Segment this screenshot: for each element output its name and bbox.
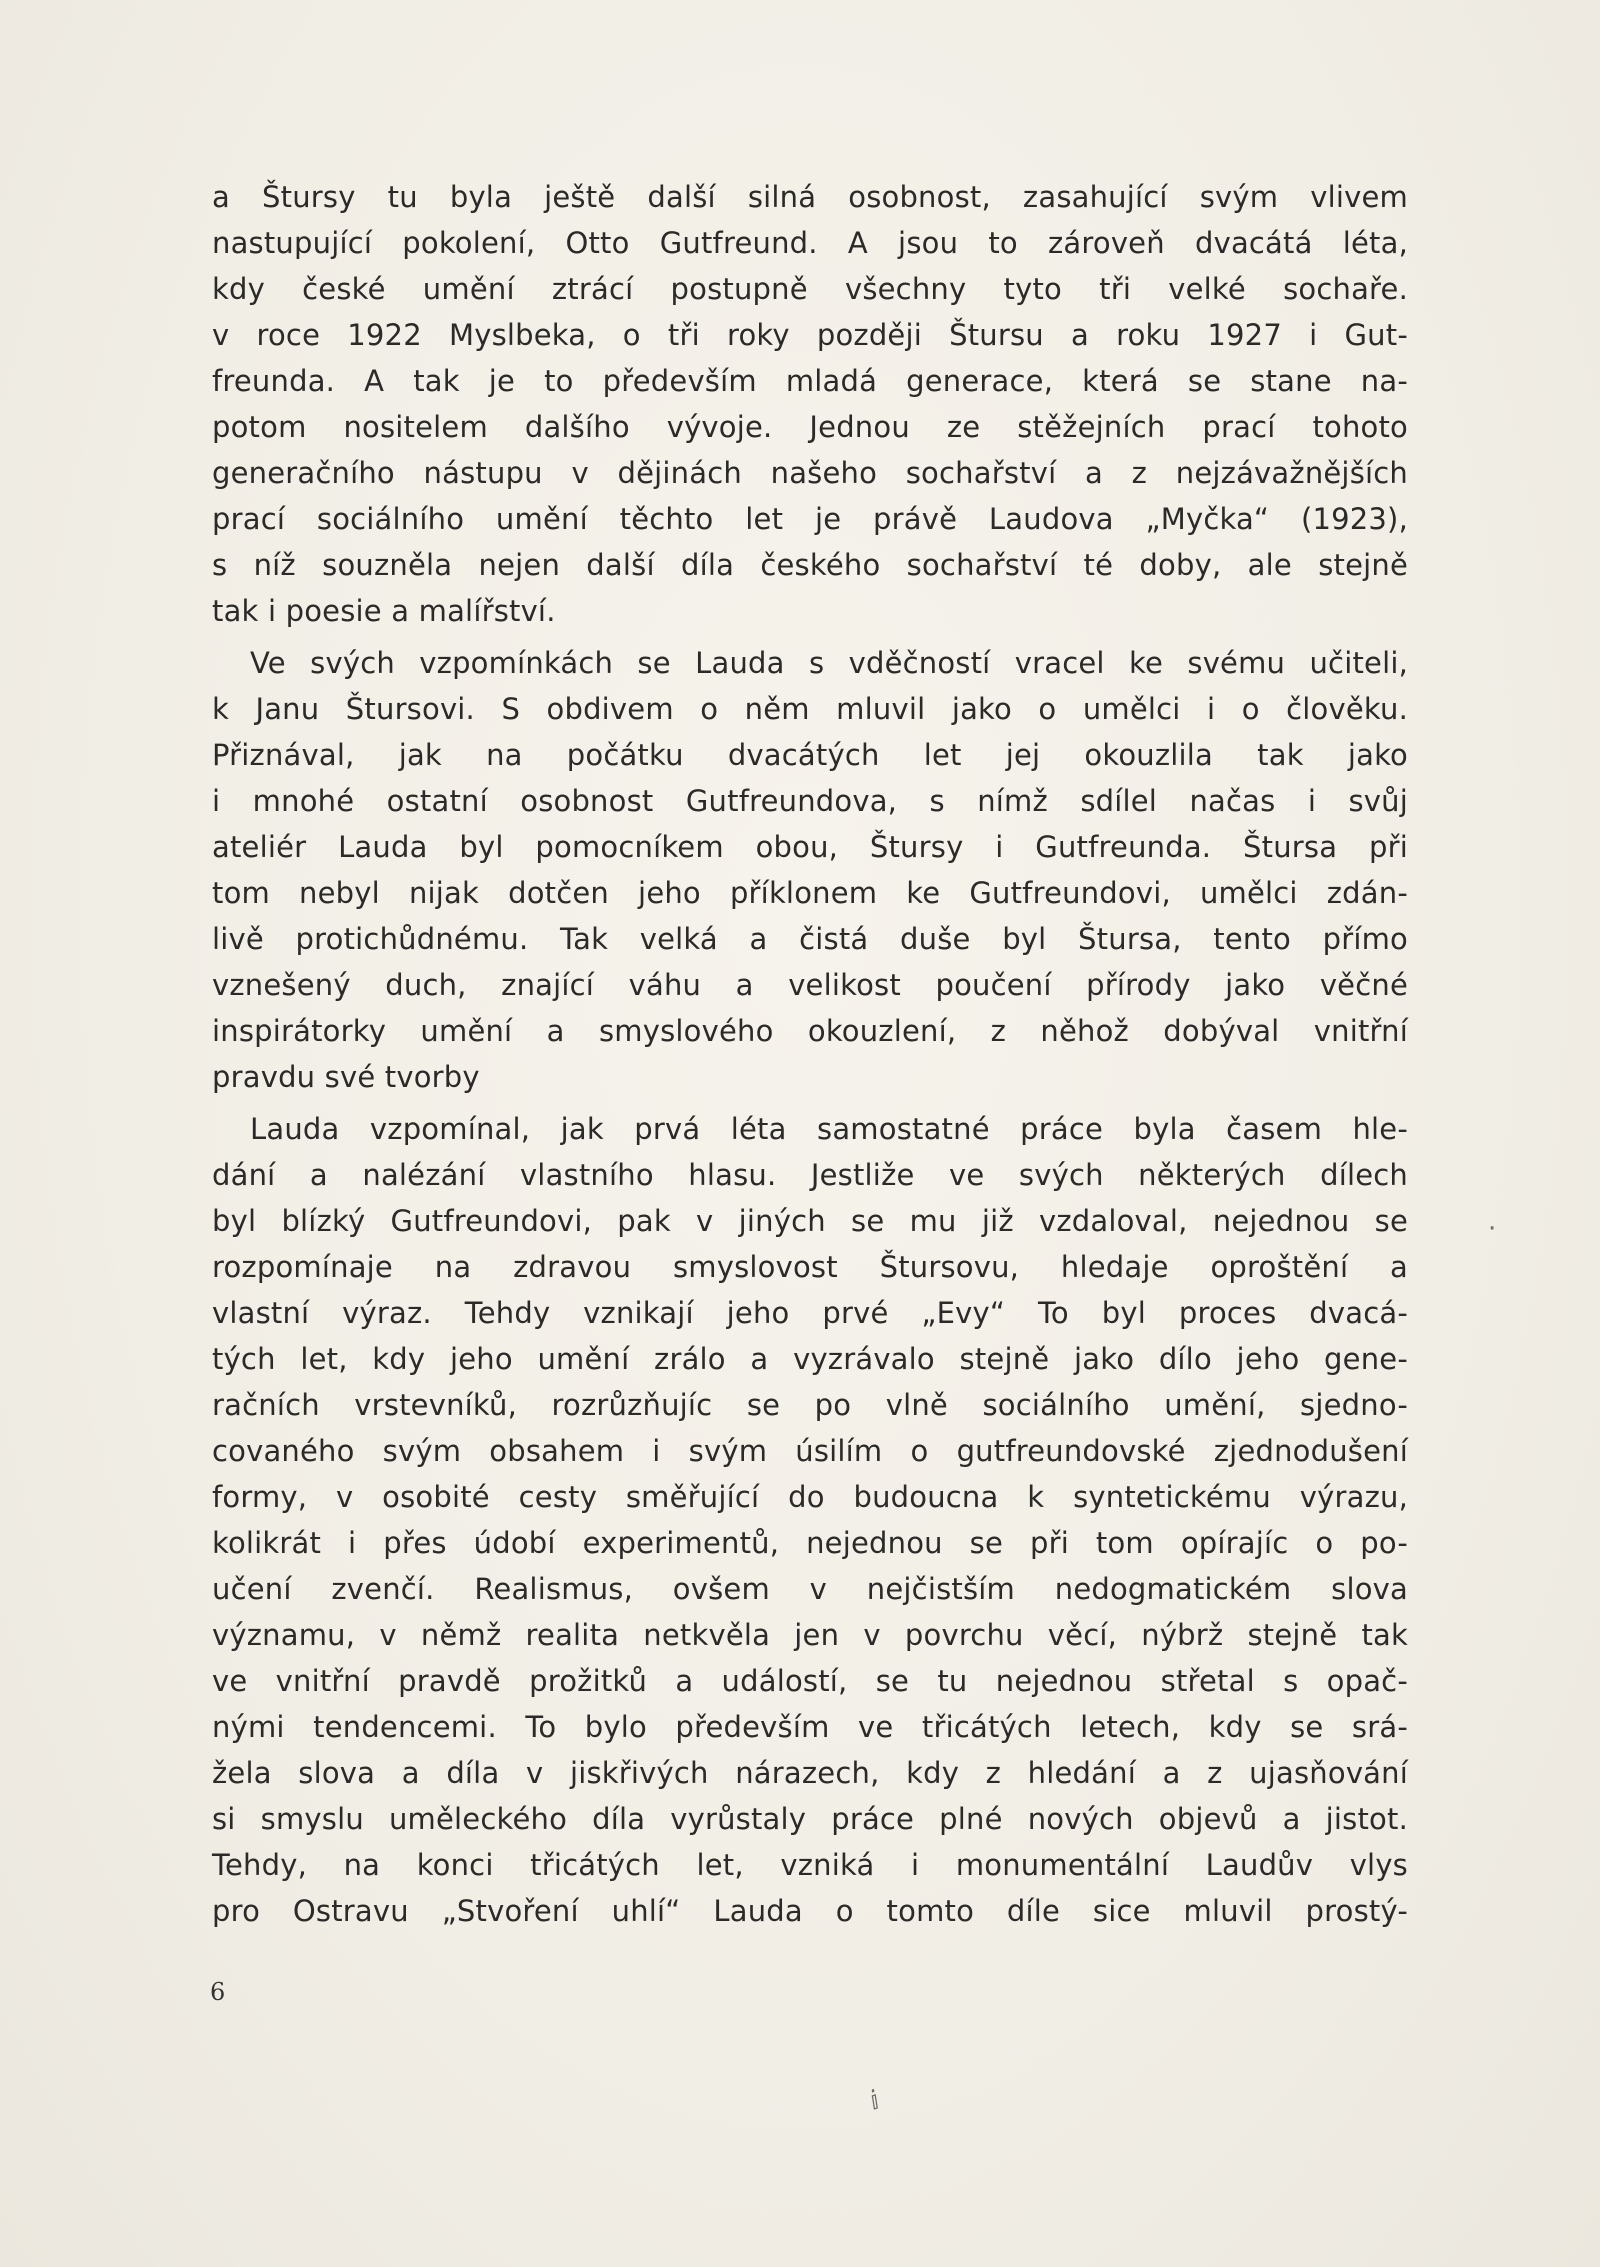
text-line: i mnohé ostatní osobnost Gutfreundova, s nímž sdílel načas i svůj bbox=[212, 784, 1408, 818]
text-line: nastupující pokolení, Otto Gutfreund. A jsou to zároveň dvacátá léta, bbox=[212, 226, 1408, 260]
text-line: formy, v osobité cesty směřující do budoucna k syntetickému výrazu, bbox=[212, 1480, 1408, 1514]
text-line: kdy české umění ztrácí postupně všechny tyto tři velké sochaře. bbox=[212, 272, 1408, 306]
paragraph-2 bbox=[212, 640, 1408, 1100]
text-line: potom nositelem dalšího vývoje. Jednou ze stěžejních prací tohoto bbox=[212, 410, 1408, 444]
text-line: tých let, kdy jeho umění zrálo a vyzrávalo stejně jako dílo jeho gene- bbox=[212, 1342, 1408, 1376]
paragraph-3 bbox=[212, 1106, 1408, 1934]
text-line: Ve svých vzpomínkách se Lauda s vděčností vracel ke svému učiteli, bbox=[250, 646, 1408, 680]
text-line: račních vrstevníků, rozrůzňujíc se po vlně sociálního umění, sjedno- bbox=[212, 1388, 1408, 1422]
text-line: učení zvenčí. Realismus, ovšem v nejčistším nedogmatickém slova bbox=[212, 1572, 1408, 1606]
text-line: a Štursy tu byla ještě další silná osobnost, zasahující svým vlivem bbox=[212, 180, 1408, 214]
text-line: byl blízký Gutfreundovi, pak v jiných se mu již vzdaloval, nejednou se bbox=[212, 1204, 1408, 1238]
ink-mark: ⅈ bbox=[865, 2085, 884, 2117]
text-line: covaného svým obsahem i svým úsilím o gutfreundovské zjednodušení bbox=[212, 1434, 1408, 1468]
text-line: generačního nástupu v dějinách našeho sochařství a z nejzávažnějších bbox=[212, 456, 1408, 490]
text-line: ateliér Lauda byl pomocníkem obou, Štursy i Gutfreunda. Štursa při bbox=[212, 830, 1408, 864]
text-line: tak i poesie a malířství. bbox=[212, 594, 556, 628]
text-line: livě protichůdnému. Tak velká a čistá duše byl Štursa, tento přímo bbox=[212, 922, 1408, 956]
text-line: pravdu své tvorby bbox=[212, 1060, 480, 1094]
text-line: Tehdy, na konci třicátých let, vzniká i monumentální Laudův vlys bbox=[212, 1848, 1408, 1882]
text-line: inspirátorky umění a smyslového okouzlení, z něhož dobýval vnitřní bbox=[212, 1014, 1408, 1048]
paragraph-1 bbox=[212, 174, 1408, 634]
text-line: rozpomínaje na zdravou smyslovost Štursovu, hledaje oproštění a bbox=[212, 1250, 1408, 1284]
text-line: kolikrát i přes údobí experimentů, nejednou se při tom opírajíc o po- bbox=[212, 1526, 1408, 1560]
text-line: významu, v němž realita netkvěla jen v povrchu věcí, nýbrž stejně tak bbox=[212, 1618, 1408, 1652]
text-line: Lauda vzpomínal, jak prvá léta samostatné práce byla časem hle- bbox=[250, 1112, 1408, 1146]
body-text bbox=[212, 174, 1408, 1934]
page-number: 6 bbox=[210, 1978, 226, 2006]
text-line: vznešený duch, znající váhu a velikost poučení přírody jako věčné bbox=[212, 968, 1408, 1002]
text-line: prací sociálního umění těchto let je právě Laudova „Myčka“ (1923), bbox=[212, 502, 1408, 536]
text-line: ve vnitřní pravdě prožitků a událostí, se tu nejednou střetal s opač- bbox=[212, 1664, 1408, 1698]
text-line: s níž souzněla nejen další díla českého sochařství té doby, ale stejně bbox=[212, 548, 1408, 582]
text-line: freunda. A tak je to především mladá generace, která se stane na- bbox=[212, 364, 1408, 398]
text-line: dání a nalézání vlastního hlasu. Jestliže ve svých některých dílech bbox=[212, 1158, 1408, 1192]
text-line: pro Ostravu „Stvoření uhlí“ Lauda o tomto díle sice mluvil prostý- bbox=[212, 1894, 1408, 1928]
text-line: tom nebyl nijak dotčen jeho příklonem ke Gutfreundovi, umělci zdán- bbox=[212, 876, 1408, 910]
text-line: Přiznával, jak na počátku dvacátých let jej okouzlila tak jako bbox=[212, 738, 1408, 772]
text-line: si smyslu uměleckého díla vyrůstaly práce plné nových objevů a jistot. bbox=[212, 1802, 1408, 1836]
text-line: vlastní výraz. Tehdy vznikají jeho prvé „Evy“ To byl proces dvacá- bbox=[212, 1296, 1408, 1330]
text-line: nými tendencemi. To bylo především ve třicátých letech, kdy se srá- bbox=[212, 1710, 1408, 1744]
text-line: k Janu Štursovi. S obdivem o něm mluvil jako o umělci i o člověku. bbox=[212, 692, 1408, 726]
text-line: žela slova a díla v jiskřivých nárazech, kdy z hledání a z ujasňování bbox=[212, 1756, 1408, 1790]
text-line: v roce 1922 Myslbeka, o tři roky později Štursu a roku 1927 i Gut- bbox=[212, 318, 1408, 352]
paper-speck: · bbox=[1488, 1214, 1497, 1244]
